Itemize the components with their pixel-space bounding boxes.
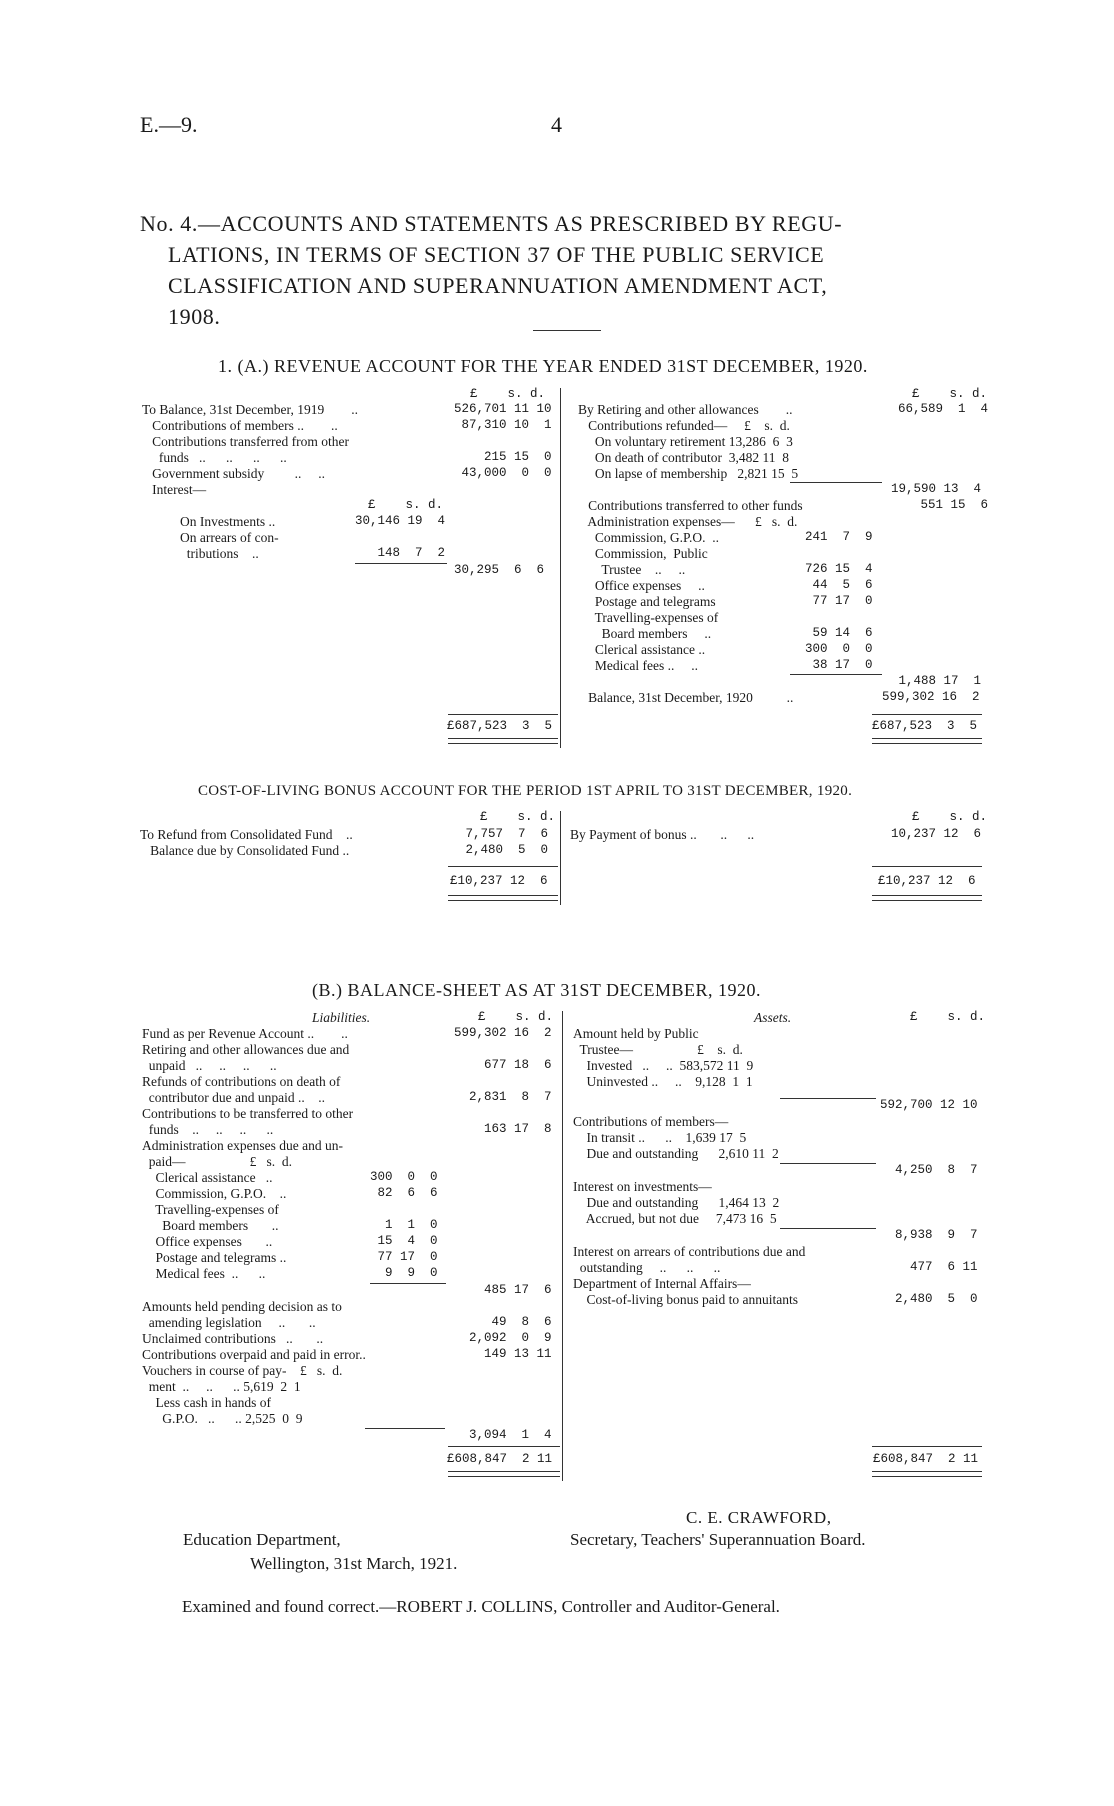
liability-amount: 163 17 8 <box>454 1122 552 1136</box>
revenue-right-row: On death of contributor 3,482 11 8 <box>578 450 789 465</box>
interest-row: On Investments .. <box>180 514 276 529</box>
liab-admin-amount: 77 17 0 <box>370 1250 438 1264</box>
title-line-4: 1908. <box>168 304 221 329</box>
bonus-left-double-rule <box>448 895 558 901</box>
asset-row: Department of Internal Affairs— <box>573 1276 751 1291</box>
asset-row: In transit .. .. 1,639 17 5 <box>573 1130 747 1145</box>
refunded-total: 19,590 13 4 <box>891 482 982 496</box>
liabilities-total: £608,847 2 11 <box>447 1452 553 1466</box>
liab-admin-row: Postage and telegrams .. <box>142 1250 287 1265</box>
admin-amount: 300 0 0 <box>805 642 873 656</box>
revenue-right-row: On lapse of membership 2,821 15 5 <box>578 466 799 481</box>
liab-admin-row: Commission, G.P.O. .. <box>142 1186 287 1201</box>
transferred-amount: 551 15 6 <box>898 498 989 512</box>
revenue-left-row: funds .. .. .. .. <box>142 450 287 465</box>
liab-admin-amount: 300 0 0 <box>370 1170 438 1184</box>
revenue-right-row: On voluntary retirement 13,286 6 3 <box>578 434 793 449</box>
liability-row: Administration expenses due and un- <box>142 1138 343 1153</box>
balance-sheet-heading: (B.) BALANCE-SHEET AS AT 31ST DECEMBER, 1920. <box>312 980 762 1000</box>
signatory-role: Secretary, Teachers' Superannuation Board. <box>570 1530 866 1549</box>
assets-label: Assets. <box>754 1010 792 1025</box>
balance-sheet-divider <box>562 1011 563 1481</box>
asset-interest-rule <box>780 1228 876 1229</box>
contrib-rule <box>780 1163 876 1164</box>
revenue-left-total: £687,523 3 5 <box>447 719 553 733</box>
bonus-left-rule <box>448 866 558 867</box>
title-line-2: LATIONS, IN TERMS OF SECTION 37 OF THE PUBLIC SERVICE <box>168 242 825 267</box>
liab-admin-row: Office expenses .. <box>142 1234 273 1249</box>
interest-amount: 148 7 2 <box>355 546 446 560</box>
asset-row: Cost-of-living bonus paid to annuitants <box>573 1292 798 1307</box>
asset-row: Invested .. .. 583,572 11 9 <box>573 1058 754 1073</box>
asset-row: Interest on arrears of contributions due and <box>573 1244 806 1259</box>
admin-row: Clerical assistance .. <box>578 642 706 657</box>
admin-row: Commission, Public <box>578 546 708 561</box>
asset-row: Accrued, but not due 7,473 16 5 <box>573 1211 777 1226</box>
admin-amount: 77 17 0 <box>805 594 873 608</box>
interest-rule <box>355 563 447 564</box>
liab-admin-row: Travelling-expenses of <box>142 1202 279 1217</box>
liab-admin-row: Clerical assistance .. <box>142 1170 273 1185</box>
revenue-right-double-rule <box>872 738 982 744</box>
bonus-left-amount: 2,480 5 0 <box>458 843 549 857</box>
revenue-right-col-head: £ s. d. <box>912 387 988 401</box>
department-line: Education Department, <box>183 1530 341 1549</box>
transferred-row: Contributions transferred to other funds <box>578 498 803 513</box>
liab-admin-amount: 1 1 0 <box>370 1218 438 1232</box>
liab-admin-amount: 9 9 0 <box>370 1266 438 1280</box>
liability-amount: 2,092 0 9 <box>454 1331 552 1345</box>
bonus-left-total: £10,237 12 6 <box>450 874 548 888</box>
revenue-heading: 1. (A.) REVENUE ACCOUNT FOR THE YEAR ENDED 31ST DECEMBER, 1920. <box>218 356 868 376</box>
admin-row: Office expenses .. <box>578 578 705 593</box>
liability-amount: 677 18 6 <box>454 1058 552 1072</box>
balance-amount: 599,302 16 2 <box>882 690 980 704</box>
liab-admin-row: Board members .. <box>142 1218 279 1233</box>
signatory-name: C. E. CRAWFORD, <box>686 1508 832 1527</box>
admin-row: Trustee .. .. <box>578 562 686 577</box>
admin-rule <box>790 674 882 675</box>
admin-row: Postage and telegrams <box>578 594 716 609</box>
asset-row: Due and outstanding 2,610 11 2 <box>573 1146 779 1161</box>
admin-amount: 38 17 0 <box>805 658 873 672</box>
liability-row: Amounts held pending decision as to <box>142 1299 342 1314</box>
admin-amount: 726 15 4 <box>805 562 873 576</box>
interest-row: On arrears of con- <box>180 530 279 545</box>
revenue-left-row: To Balance, 31st December, 1919 .. <box>142 402 358 417</box>
revenue-left-amount: 87,310 10 1 <box>454 418 552 432</box>
asset-interest-total: 8,938 9 7 <box>880 1228 978 1242</box>
interest-row: tributions .. <box>180 546 259 561</box>
revenue-left-row: Contributions of members .. .. <box>142 418 338 433</box>
bonus-right-rule <box>872 866 982 867</box>
asset-row: Due and outstanding 1,464 13 2 <box>573 1195 780 1210</box>
revenue-left-col-head: £ s. d. <box>470 387 546 401</box>
revenue-right-row: Contributions refunded— £ s. d. <box>578 418 790 433</box>
document-reference: E.—9. <box>140 112 198 137</box>
liability-row: contributor due and unpaid .. .. <box>142 1090 325 1105</box>
bonus-left-row: Balance due by Consolidated Fund .. <box>140 843 350 858</box>
liabilities-label: Liabilities. <box>312 1010 371 1025</box>
contrib-total: 4,250 8 7 <box>880 1163 978 1177</box>
asset-amount: 477 6 11 <box>880 1260 978 1274</box>
asset-row: Amount held by Public <box>573 1026 699 1041</box>
liability-amount: 2,831 8 7 <box>454 1090 552 1104</box>
liability-row: paid— £ s. d. <box>142 1154 292 1169</box>
voucher-row: ment .. .. .. 5,619 2 1 <box>142 1379 301 1394</box>
admin-row: Board members .. <box>578 626 712 641</box>
voucher-rule <box>365 1428 445 1429</box>
liab-double-rule <box>448 1471 560 1477</box>
bonus-right-double-rule <box>872 895 982 901</box>
interest-total: 30,295 6 6 <box>454 563 545 577</box>
asset-row: outstanding .. .. .. <box>573 1260 721 1275</box>
assets-total-rule <box>872 1446 982 1447</box>
revenue-left-amount: 526,701 11 10 <box>454 402 552 416</box>
vouchers-total: 3,094 1 4 <box>454 1428 552 1442</box>
liability-row: Contributions to be transferred to other <box>142 1106 354 1121</box>
bonus-right-col-head: £ s. d. <box>912 810 988 824</box>
liab-total-rule <box>448 1446 560 1447</box>
revenue-left-amount: 43,000 0 0 <box>454 466 552 480</box>
admin-amount: 44 5 6 <box>805 578 873 592</box>
liability-amount: 599,302 16 2 <box>454 1026 552 1040</box>
revenue-left-double-rule <box>448 738 558 744</box>
asset-amount: 2,480 5 0 <box>880 1292 978 1306</box>
assets-total: £608,847 2 11 <box>873 1452 979 1466</box>
bonus-divider <box>560 811 561 905</box>
liability-row: Contributions overpaid and paid in error.. <box>142 1347 366 1362</box>
bonus-left-col-head: £ s. d. <box>480 810 556 824</box>
liability-row: Retiring and other allowances due and <box>142 1042 350 1057</box>
bonus-right-total: £10,237 12 6 <box>878 874 976 888</box>
admin-amount: 241 7 9 <box>805 530 873 544</box>
revenue-right-total: £687,523 3 5 <box>872 719 978 733</box>
revenue-left-row: Government subsidy .. .. <box>142 466 325 481</box>
assets-double-rule <box>872 1471 982 1477</box>
revenue-right-rule <box>872 714 982 715</box>
revenue-left-amount: 215 15 0 <box>454 450 552 464</box>
asset-row: Trustee— £ s. d. <box>573 1042 743 1057</box>
revenue-left-row: Contributions transferred from other <box>142 434 349 449</box>
bonus-right-row: By Payment of bonus .. .. .. <box>570 827 755 842</box>
liab-admin-total: 485 17 6 <box>454 1283 552 1297</box>
voucher-row: Vouchers in course of pay- £ s. d. <box>142 1363 343 1378</box>
trustee-total: 592,700 12 10 <box>880 1098 978 1112</box>
revenue-divider <box>560 388 561 748</box>
liab-admin-rule <box>370 1283 446 1284</box>
bonus-left-row: To Refund from Consolidated Fund .. <box>140 827 353 842</box>
interest-amount: 30,146 19 4 <box>355 514 446 528</box>
balance-row: Balance, 31st December, 1920 .. <box>578 690 794 705</box>
bonus-heading: COST-OF-LIVING BONUS ACCOUNT FOR THE PERIOD 1ST APRIL TO 31ST DECEMBER, 1920. <box>198 783 853 799</box>
revenue-right-amount: 66,589 1 4 <box>898 402 989 416</box>
title-rule <box>533 330 601 331</box>
place-date: Wellington, 31st March, 1921. <box>250 1554 458 1573</box>
liability-amount: 49 8 6 <box>454 1315 552 1329</box>
trustee-rule <box>780 1098 876 1099</box>
revenue-left-row: Interest— <box>142 482 207 497</box>
interest-col-head: £ s. d. <box>368 498 444 512</box>
admin-row: Medical fees .. .. <box>578 658 698 673</box>
admin-row: Commission, G.P.O. .. <box>578 530 720 545</box>
liab-admin-amount: 82 6 6 <box>370 1186 438 1200</box>
admin-total: 1,488 17 1 <box>891 674 982 688</box>
liab-col-head: £ s. d. <box>478 1010 554 1024</box>
liability-row: Fund as per Revenue Account .. .. <box>142 1026 348 1041</box>
liability-amount: 149 13 11 <box>454 1347 552 1361</box>
liability-row: amending legislation .. .. <box>142 1315 316 1330</box>
bonus-right-amount: 10,237 12 6 <box>891 827 982 841</box>
admin-row: Travelling-expenses of <box>578 610 719 625</box>
refunded-rule <box>790 482 882 483</box>
liability-row: Unclaimed contributions .. .. <box>142 1331 324 1346</box>
liability-row: Refunds of contributions on death of <box>142 1074 341 1089</box>
admin-amount: 59 14 6 <box>805 626 873 640</box>
title-line-1: No. 4.—ACCOUNTS AND STATEMENTS AS PRESCRIBED BY REGU- <box>140 211 843 236</box>
admin-head: Administration expenses— £ s. d. <box>578 514 798 529</box>
liability-row: unpaid .. .. .. .. <box>142 1058 277 1073</box>
page-number: 4 <box>551 112 562 137</box>
liability-row: funds .. .. .. .. <box>142 1122 274 1137</box>
liab-admin-amount: 15 4 0 <box>370 1234 438 1248</box>
title-line-3: CLASSIFICATION AND SUPERANNUATION AMENDMENT ACT, <box>168 273 828 298</box>
asset-row: Contributions of members— <box>573 1114 729 1129</box>
voucher-row: G.P.O. .. .. 2,525 0 9 <box>142 1411 303 1426</box>
asset-row: Uninvested .. .. 9,128 1 1 <box>573 1074 753 1089</box>
voucher-row: Less cash in hands of <box>142 1395 271 1410</box>
revenue-left-rule <box>448 714 558 715</box>
audit-statement: Examined and found correct.—ROBERT J. COLLINS, Controller and Auditor-General. <box>182 1597 780 1616</box>
liab-admin-row: Medical fees .. .. <box>142 1266 266 1281</box>
asset-row: Interest on investments— <box>573 1179 712 1194</box>
revenue-right-row: By Retiring and other allowances .. <box>578 402 793 417</box>
bonus-left-amount: 7,757 7 6 <box>458 827 549 841</box>
assets-col-head: £ s. d. <box>910 1010 986 1024</box>
